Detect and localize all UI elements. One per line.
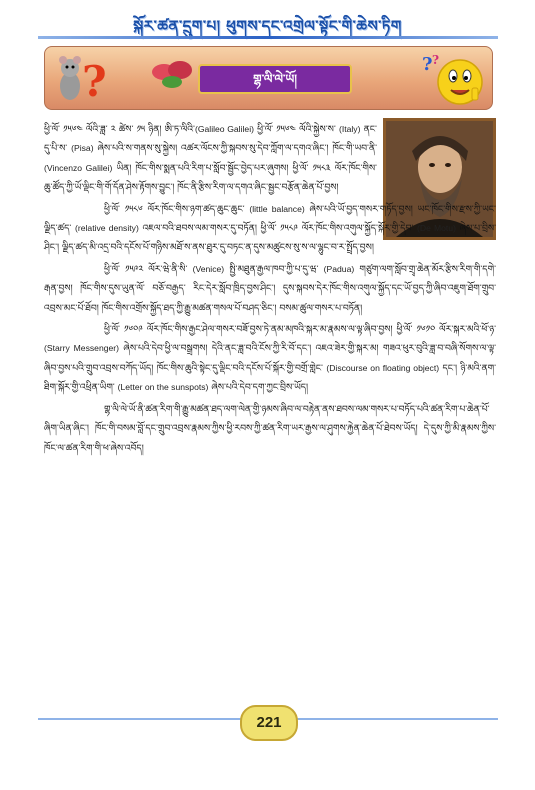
chapter-title: གྷ་ལི་ལེ་ཡོ། [198,64,352,94]
tibetan-text: ཕྱི་ལོ་ ༡༥༨༦ ལོར་ཁོང་གིས་ཉག་ཚད་ཆུང་ཆུང་ [104,203,250,215]
latin-term: (Starry Messenger) [44,343,120,354]
latin-term: (Padua) [323,263,355,274]
tibetan-text: སྤྱི་མཐུན་རྒྱལ་ཁབ་ཀྱི་པ་དུ་ཝ་ [224,263,324,275]
tibetan-text: ཞེས་པའི་དེབ་ཕྱི་ལ་བསྒྲགས། དེའི་ནང་ཟླ་བའི་ངོས་ཀྱི་རི་བོ་དང་། འཇའ་ཟེར་གྱི་སྐར་མ། གཟའ་ཕུར་བུའི་ཟླ་བ་བཞི་སོགས་ལ་ལྟ་ཞིབ་བྱས་པའི་གྲུབ་འབྲས་བཀོད་ཡོད། ཁོང་གིས་ཆུའི་སྟེང་དུ་ལྡིང་བའི་དངོས་པོ་སྐོར་གྱི་བགྲོ་གླེང་ [44,343,496,374]
article-body [44,120,496,460]
tibetan-text: ཕྱི་ལོ་ ༡༥༩༢ ལོར་ཝེ་ནི་སི་ [104,263,193,275]
tibetan-text: ཞེས་པ་བྲིས་ཤིང་། ལྗིད་ཚད་མི་འདྲ་བའི་དངོས་པོ་གཉིས་མཐོ་ས་ནས་ཐུར་དུ་བཏང་ན་དུས་མཚུངས་སུ་ས་ལ་ལྷུང་བ་ར་སྤྲོད་བྱས། [44,223,497,254]
svg-text:?: ? [432,53,440,67]
paragraph [44,200,496,258]
latin-term: (little balance) [249,203,305,214]
svg-text:?: ? [422,54,433,75]
tibetan-text: ཞེས་པའི་ཡོ་བྱད་གསར་གཏོད་བྱས། ཡང་ཁོང་གིས་རྫས་ཀྱི་ཡང་ལྗིད་ཚད་ [44,203,496,235]
tibetan-text: དང་། ཉི་མའི་ནག་ཐིག་སྐོར་གྱི་འཕྲིན་ཡིག་ [44,362,497,394]
latin-term: (Discourse on floating object) [326,362,440,373]
tibetan-text: ཞེས་པའི་ས་གནས་སུ་སྐྱེས། འཚར་ལོངས་ཀྱི་སྐབས་སུ་དེབ་ཀློག་ལ་དགའ་ཞིང་། ཁོང་གི་ཡབ་ནི་ [93,143,377,155]
paragraph [44,260,496,318]
latin-term: (Letter on the sunspots) [117,382,209,393]
thinking-smiley-icon [420,48,486,110]
tibetan-text: ཞེས་པའི་དེབ་དག་ཀྱང་བྲིས་ཡོད། [208,382,309,394]
paragraph [44,320,496,398]
tibetan-text: ཕྱི་ལོ་ ༡༥༦༤ ལོའི་སྐྱེས་ས་ [253,124,339,135]
tibetan-text: ནང་དུ་པི་ས་ [44,124,377,155]
tibetan-text: ཕྱི་ལོ་ ༡༦༠༩ ལོར་ཁོང་གིས་རྒྱང་ཤེལ་གསར་བཟོ་བྱས་ཏེ་ནམ་མཁའི་སྐར་མ་རྣམས་ལ་ལྟ་ཞིབ་བྱས། ཕྱི་ལོ་ ༡༦༡༠ ལོར་སྐར་མའི་ཕོ་ཉ་ [104,324,496,336]
page-header-title: སྐོར་ཚན་དྲུག་པ། ཕུགས་དང་འགྲེལ་སྟོང་གི་ཆེས་ཏིག [133,17,402,35]
tibetan-text: ཡིན། ཁོང་གིས་སྨན་པའི་རིག་པ་སློབ་སྦྱོང་བྱེད་པར་ཞུགས། ཕྱི་ལོ་ ༡༥༨༣ ལོར་ཁོང་གིས་ཆུ་ཚོད་ཀྱི་ཡོ་ལྡིང་གི་གོ་དོན་ཤེས་རྟོགས་བྱུང་། ཁོང་ནི་རྩིས་རིག་ལ་དགའ་ཞིང་སྦྱང་བརྩོན་ཆེན་པོ་བྱས། [44,162,377,194]
latin-term: (Galileo Galilei) [194,124,254,134]
svg-text:?: ? [82,57,107,106]
latin-term: (Pisa) [71,143,94,154]
paragraph [44,120,377,198]
latin-term: (Venice) [192,263,225,274]
tibetan-text: འཇལ་བའི་ཐབས་ལམ་གསར་དུ་བཏོན། ཕྱི་ལོ་ ༡༥༨༩ ལོར་ཁོང་གིས་འགུལ་སྐྱོད་སྐོར་གྱི་དེབ་ [138,223,417,235]
latin-term: (De Motu) [417,223,456,234]
header-divider [38,36,498,39]
page-number: 221 [240,705,298,741]
tibetan-text: ཕྱི་ལོ་ ༡༥༦༤ ལོའི་ཟླ་ ༢ ཚེས་ ༡༥ ཉིན། ཨི་ཏ་ལིའི་ [44,124,195,135]
tibetan-text: གྷ་ལི་ལེ་ཡོ་ནི་ཚན་རིག་གི་རྒྱུ་མཚན་ཐད་ལག་ལེན་གྱི་ཉམས་ཞིབ་ལ་བརྟེན་ནས་ཐབས་ལམ་གསར་པ་བཏོད་པའི་ཚན་རིག་པ་ཆེན་པོ་ཞིག་ཡིན་ཞིང་། ཁོང་གི་བསམ་བློ་དང་གྲུབ་འབྲས་རྣམས་ཀྱིས་ཕྱི་རབས་ཀྱི་ཚན་རིག་ཡར་རྒྱས་ལ་ཤུགས་རྐྱེན་ཆེན་པོ་ཐེབས་ཡོད། དེ་དུས་ཀྱི་མི་རྣམས་ཀྱིས་ཁོང་ལ་ཚན་རིག་གི་ཕ་ཞེས་འབོད། [44,403,496,454]
flower-decoration-icon [150,52,200,92]
tibetan-text: གཙུག་ལག་སློབ་གྲྭ་ཆེན་མོར་རྩིས་རིག་གི་དགེ་རྒན་བྱས། ཁོང་གིས་དུས་ཡུན་ལོ་ བཅོ་བརྒྱད་ རིང་དེར་སློབ་ཁྲིད་བྱས་ཤིང་། དུས་སྐབས་དེར་ཁོང་གིས་འགུལ་སྐྱོད་དང་ཡོ་བྱད་ཀྱི་ཞིབ་འཇུག་ཐོག་གྲུབ་འབྲས་མང་པོ་ཐོབ། ཁོང་གིས་འགྲོས་སྐྱོད་ཐད་ཀྱི་རྒྱུ་མཚན་གསལ་པོ་བཤད་ཅིང་། བསམ་ཚུལ་གསར་པ་བཏོན། [44,263,497,314]
latin-term: (relative density) [75,223,139,234]
latin-term: (Vincenzo Galilei) [44,162,113,173]
latin-term: (Italy) [338,124,361,134]
rat-question-icon [50,50,110,106]
paragraph [44,400,496,458]
